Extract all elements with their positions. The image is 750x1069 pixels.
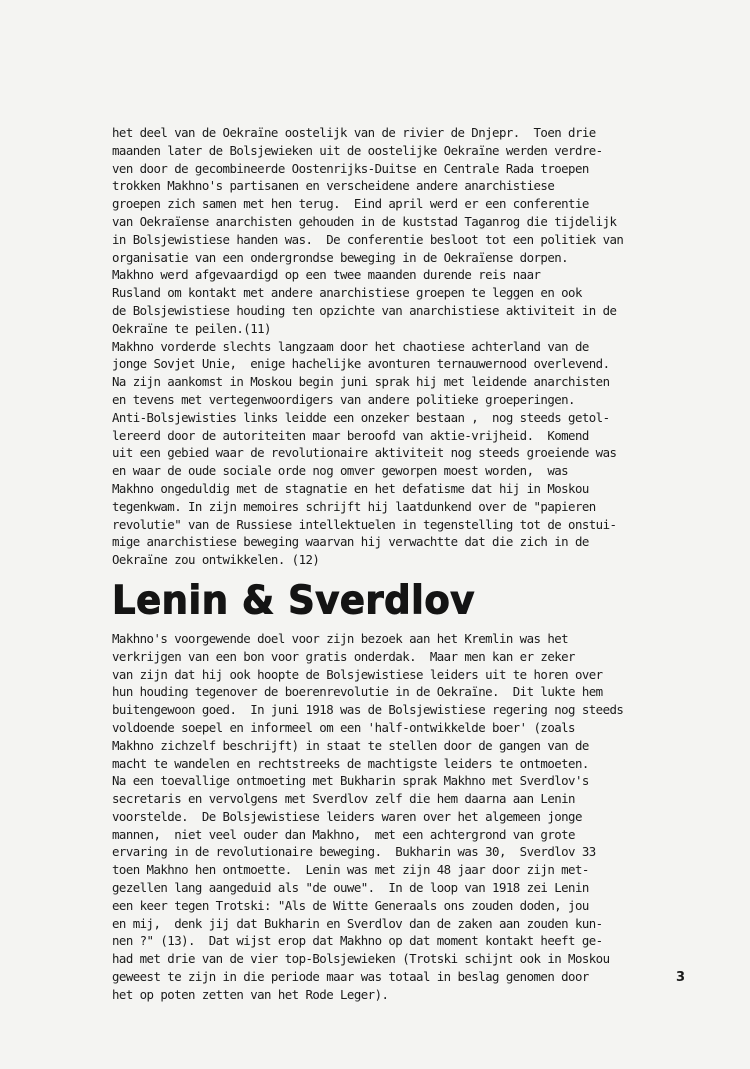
text-line: gezellen lang aangeduid als "de ouwe". In de loop van 1918 zei Lenin — [112, 880, 589, 896]
text-line: voorstelde. De Bolsjewistiese leiders waren over het algemeen jonge — [112, 808, 582, 824]
text-line: Oekraïne te peilen.(11) — [112, 320, 271, 336]
text-line: Na een toevallige ontmoeting met Bukharin sprak Makhno met Sverdlov's — [112, 773, 589, 789]
text-line: revolutie" van de Russiese intellektuelen in tegenstelling tot de onstui- — [112, 516, 617, 532]
text-line: secretaris en vervolgens met Sverdlov zelf die hem daarna aan Lenin — [112, 791, 575, 807]
text-line: en waar de oude sociale orde nog omver geworpen moest worden, was — [112, 463, 569, 479]
text-line: Makhno zichzelf beschrijft) in staat te stellen door de gangen van de — [112, 737, 589, 753]
text-line: maanden later de Bolsjewieken uit de oostelijke Oekraïne werden verdre- — [112, 142, 603, 158]
text-line: Rusland om kontakt met andere anarchistiese groepen te leggen en ook — [112, 285, 582, 301]
page-number: 3 — [676, 970, 686, 985]
text-line: van zijn dat hij ook hoopte de Bolsjewistiese leiders uit te horen over — [112, 666, 603, 682]
text-line: voldoende soepel en informeel om een 'half-ontwikkelde boer' (zoals — [112, 719, 575, 735]
text-line: van Oekraïense anarchisten gehouden in de kuststad Taganrog die tijdelijk — [112, 213, 617, 229]
text-line: jonge Sovjet Unie, enige hachelijke avonturen ternauwernood overlevend. — [112, 356, 610, 372]
text-line: hun houding tegenover de boerenrevolutie in de Oekraïne. Dit lukte hem — [112, 684, 603, 700]
text-line: buitengewoon goed. In juni 1918 was de Bolsjewistiese regering nog steeds — [112, 702, 624, 718]
text-line: Makhno vorderde slechts langzaam door het chaotiese achterland van de — [112, 338, 589, 354]
text-line: ervaring in de revolutionaire beweging. Bukharin was 30, Sverdlov 33 — [112, 844, 596, 860]
text-line: de Bolsjewistiese houding ten opzichte van anarchistiese aktiviteit in de — [112, 302, 617, 318]
text-line: had met drie van de vier top-Bolsjewieken (Trotski schijnt ook in Moskou — [112, 951, 610, 967]
text-line: lereerd door de autoriteiten maar beroofd van aktie-vrijheid. Komend — [112, 427, 589, 443]
text-line: mannen, niet veel ouder dan Makhno, met een achtergrond van grote — [112, 826, 575, 842]
text-line: Na zijn aankomst in Moskou begin juni sprak hij met leidende anarchisten — [112, 374, 610, 390]
text-line: en mij, denk jij dat Bukharin en Sverdlov dan de zaken aan zouden kun- — [112, 915, 603, 931]
text-line: in Bolsjewistiese handen was. De conferentie besloot tot een politiek van — [112, 231, 624, 247]
page-content — [112, 124, 668, 1004]
text-line: het deel van de Oekraïne oostelijk van de rivier de Dnjepr. Toen drie — [112, 125, 596, 140]
text-line: ven door de gecombineerde Oostenrijks-Duitse en Centrale Rada troepen — [112, 160, 589, 176]
text-line: uit een gebied waar de revolutionaire aktiviteit nog steeds groeiende was — [112, 445, 617, 461]
text-line: macht te wandelen en rechtstreeks de machtigste leiders te ontmoeten. — [112, 755, 589, 771]
text-line: groepen zich samen met hen terug. Eind april werd er een conferentie — [112, 196, 589, 212]
text-line: het op poten zetten van het Rode Leger). — [112, 986, 389, 1002]
text-line: trokken Makhno's partisanen en verscheidene andere anarchistiese — [112, 178, 555, 194]
text-line: tegenkwam. In zijn memoires schrijft hij laatdunkend over de "papieren — [112, 498, 596, 514]
text-line: een keer tegen Trotski: "Als de Witte Generaals ons zouden doden, jou — [112, 897, 589, 913]
text-line: geweest te zijn in die periode maar was totaal in beslag genomen door — [112, 969, 589, 985]
text-line: Makhno's voorgewende doel voor zijn bezoek aan het Kremlin was het — [112, 630, 569, 646]
text-line: Oekraïne zou ontwikkelen. (12) — [112, 552, 320, 568]
text-line: Makhno werd afgevaardigd op een twee maanden durende reis naar — [112, 267, 541, 283]
text-line: mige anarchistiese beweging waarvan hij verwachtte dat die zich in de — [112, 534, 589, 550]
text-line: nen ?" (13). Dat wijst erop dat Makhno op dat moment kontakt heeft ge- — [112, 933, 603, 949]
body-text-section-2 — [112, 630, 668, 1004]
text-line: Anti-Bolsjewisties links leidde een onzeker bestaan , nog steeds getol- — [112, 409, 610, 425]
text-line: en tevens met vertegenwoordigers van andere politieke groeperingen. — [112, 391, 575, 407]
text-line: toen Makhno hen ontmoette. Lenin was met zijn 48 jaar door zijn met- — [112, 862, 589, 878]
section-heading: Lenin & Sverdlov — [112, 577, 475, 623]
text-line: verkrijgen van een bon voor gratis onderdak. Maar men kan er zeker — [112, 648, 575, 664]
text-line: Makhno ongeduldig met de stagnatie en het defatisme dat hij in Moskou — [112, 480, 589, 496]
text-line: organisatie van een ondergrondse beweging in de Oekraïense dorpen. — [112, 249, 569, 265]
body-text-section-1 — [112, 124, 668, 569]
